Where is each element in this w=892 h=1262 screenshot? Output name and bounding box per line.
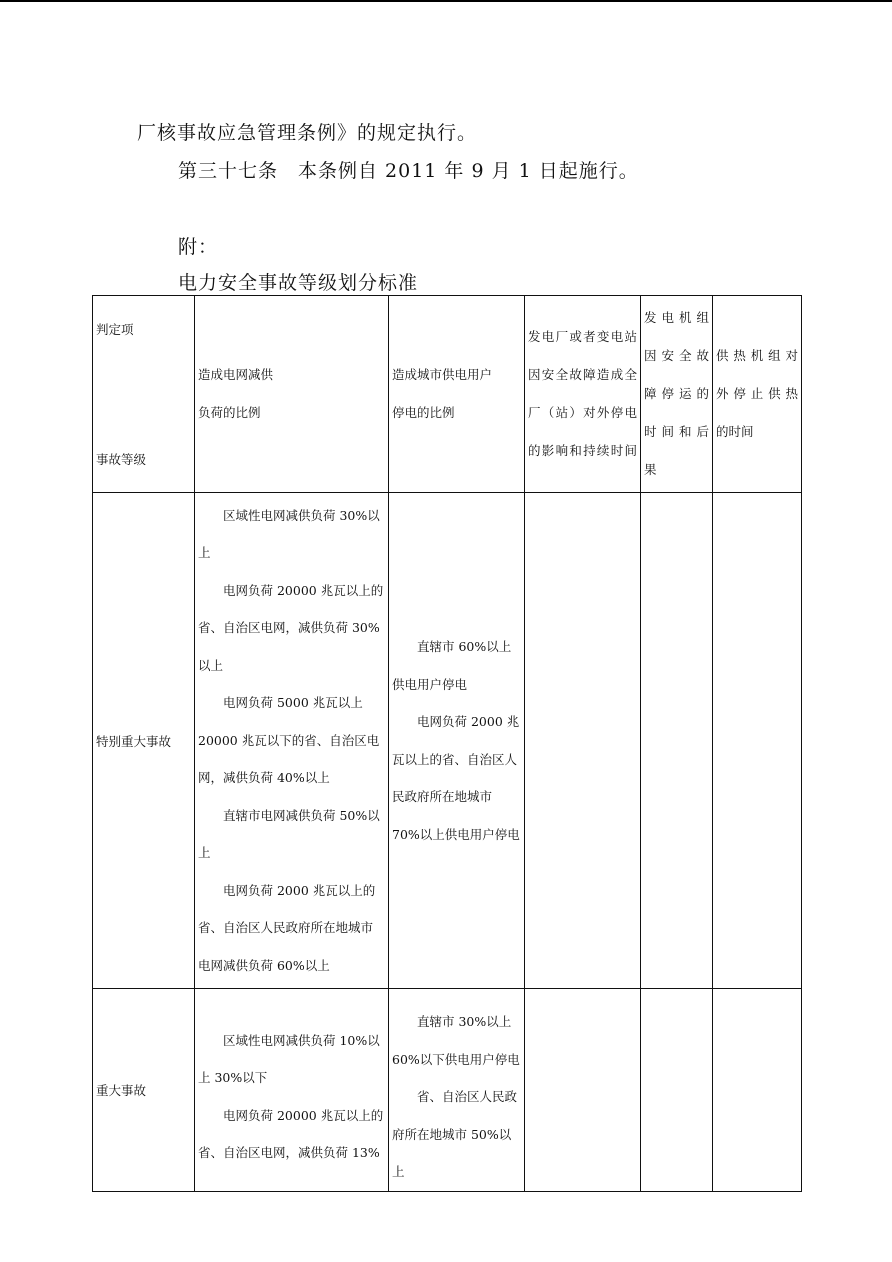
header-grid-load: [195, 296, 389, 493]
header-generator-line: 时间和后: [644, 424, 709, 439]
header-generator-line: 发电机组: [644, 310, 709, 325]
appendix-label: 附：: [178, 236, 219, 258]
criterion-text: 电网负荷 2000 兆瓦以上的省、自治区人民政府所在地城市 70%以上供电用户停电: [392, 714, 520, 842]
empty-cell: [713, 493, 802, 989]
header-city-outage: [389, 296, 525, 493]
criterion-text: 直辖市 30%以上 60%以下供电用户停电: [392, 1014, 520, 1067]
empty-cell: [641, 989, 713, 1192]
header-plant-outage: [525, 296, 641, 493]
header-grid-load-line1: 造成电网减供: [198, 367, 274, 382]
header-plant-outage-line: 的影响和持续时间: [528, 443, 637, 458]
criterion-text: 直辖市 60%以上供电用户停电: [392, 639, 512, 692]
accident-level-table: [92, 295, 802, 1192]
criterion-text: 电网负荷 2000 兆瓦以上的省、自治区人民政府所在地城市电网减供负荷 60%以上: [198, 882, 376, 973]
city-outage-cell: [389, 989, 525, 1192]
empty-cell: [713, 989, 802, 1192]
header-heating-line: 外停止供热: [716, 386, 798, 401]
header-generator-line: 障停运的: [644, 386, 709, 401]
table-row: [93, 493, 802, 989]
header-heating-line: 供热机组对: [716, 348, 798, 363]
empty-cell: [525, 989, 641, 1192]
criterion-text: 电网负荷 20000 兆瓦以上的省、自治区电网，减供负荷 30%以上: [198, 582, 384, 673]
grid-load-cell: [195, 989, 389, 1192]
header-judge-cell: [93, 296, 195, 493]
header-plant-outage-line: 因安全故障造成全: [528, 367, 637, 382]
header-generator-line: 果: [644, 462, 657, 477]
table-title: 电力安全事故等级划分标准: [178, 272, 419, 294]
header-heating-line: 的时间: [716, 424, 754, 439]
level-cell: 特别重大事故: [93, 493, 195, 989]
criterion-text: 省、自治区人民政府所在地城市 50%以上: [392, 1089, 518, 1179]
header-generator-line: 因安全故: [644, 348, 709, 363]
criterion-text: 电网负荷 5000 兆瓦以上 20000 兆瓦以下的省、自治区电网，减供负荷 40%以上: [198, 695, 380, 786]
level-cell: 重大事故: [93, 989, 195, 1192]
top-border-line: [0, 0, 892, 2]
table-header-row: [93, 296, 802, 493]
header-judge-item: 判定项: [96, 322, 134, 337]
header-grid-load-line2: 负荷的比例: [198, 405, 261, 420]
grid-load-cell: [195, 493, 389, 989]
article-37: 第三十七条 本条例自 2011 年 9 月 1 日起施行。: [178, 160, 639, 182]
header-generator-shutdown: [641, 296, 713, 493]
criterion-text: 电网负荷 20000 兆瓦以上的省、自治区电网，减供负荷 13%: [198, 1107, 384, 1161]
criterion-text: 区域性电网减供负荷 10%以上 30%以下: [198, 1032, 380, 1086]
header-accident-level: 事故等级: [96, 452, 147, 467]
empty-cell: [525, 493, 641, 989]
header-heating-stop: [713, 296, 802, 493]
continuation-text: 厂核事故应急管理条例》的规定执行。: [137, 122, 478, 144]
empty-cell: [641, 493, 713, 989]
criterion-text: 区域性电网减供负荷 30%以上: [198, 507, 380, 561]
header-plant-outage-line: 厂（站）对外停电: [528, 405, 637, 420]
header-plant-outage-line: 发电厂或者变电站: [528, 329, 637, 344]
criterion-text: 直辖市电网减供负荷 50%以上: [198, 807, 380, 861]
city-outage-cell: [389, 493, 525, 989]
header-city-outage-line2: 停电的比例: [392, 405, 455, 420]
header-city-outage-line1: 造成城市供电用户: [392, 367, 493, 382]
table-row: [93, 989, 802, 1192]
